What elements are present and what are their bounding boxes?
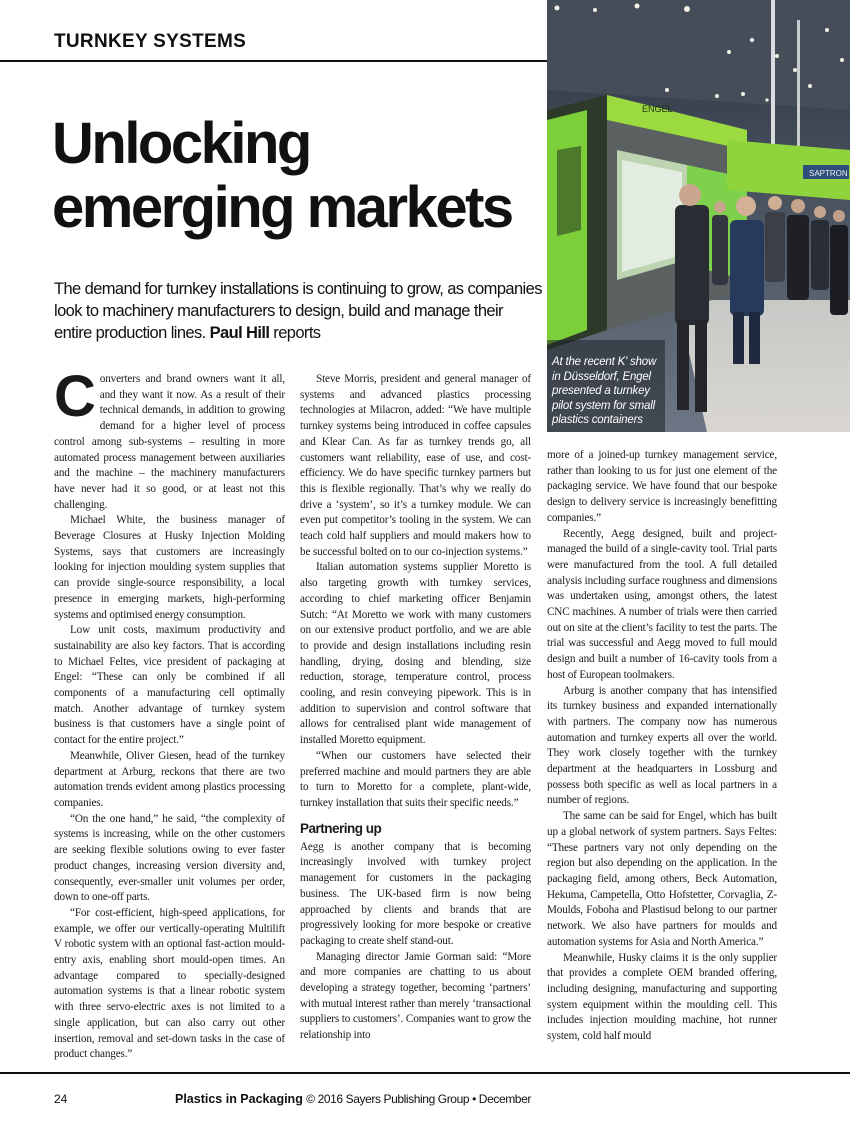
lead-paragraph xyxy=(54,364,285,513)
body-paragraph: Recently, Aegg designed, built and project-managed the build of a single-cavity tool. Trial parts were manufactured from the tool. A full detailed analysis including surface roughness and dimensions was undertaken using, amongst others, the latest CNC machines. A number of trials were then carried out on site at the client’s facility to test the parts. The trial was successful and Aegg moved to full mould design and built a number of 16-cavity tools from a host of European toolmakers. xyxy=(547,527,777,681)
body-paragraph: The same can be said for Engel, which has built up a global network of system partners. Says Feltes: “These partners vary not only depending on the region but also depending on the application. In the packaging field, among others, Beck Automation, Hekuma, Campetella, Otto Hofstetter, Corvaglia, Z-Moulds, Foboha and Plastisud belong to our partner network. We also have partners for moulds and automation systems for Asia and North America.” xyxy=(547,810,777,948)
headline-line-1: Unlocking xyxy=(52,111,310,176)
bottom-rule xyxy=(0,1072,850,1074)
body-paragraph: Aegg is another company that is becoming increasingly involved with turnkey project management for customers in the packaging business. The UK-based firm is now being approached by clients and brands that are progressively looking for more bespoke or creative packaging to create shelf stand-out. xyxy=(300,840,531,947)
body-paragraph: Italian automation systems supplier Moretto is also targeting growth with turnkey services, according to chief marketing officer Benjamin Sutch: “At Moretto we work with many customers on our extensive product portfolio, and we are able to provide and design installations including resin handling, drying, dosing and blending, size reduction, storage, temperature control, process cooling, and resin conveying pipework. This is in addition to supervision and control software that allows for centralised plant wide management of installed Moretto equipment. xyxy=(300,561,531,747)
body-paragraph: more of a joined-up turnkey management service, rather than looking to us for just one element of the packaging service. We have found that our bespoke design to delivery service is increasingly benefitting companies.” xyxy=(547,449,777,524)
standfirst-text: The demand for turnkey installations is continuing to grow, as companies look to machinery manufacturers to design, build and manage their entire production lines. xyxy=(54,280,542,342)
booth-sign-engel: ENGEL xyxy=(642,104,673,114)
body-paragraph: Managing director Jamie Gorman said: “More and more companies are chatting to us about developing a strategy together, becoming ‘partners’ with mutual interest rather than merely ‘transactional suppliers to customers’. Companies want to grow the relationship into xyxy=(300,950,531,1042)
publication-line xyxy=(175,1092,531,1106)
body-paragraph: Arburg is another company that has intensified its turnkey business and expanded internationally with partners. The company now has numerous automation and turnkey experts all over the world. They work closely together with the turnkey department at the headquarters in Lossburg and possess both specific as well as local partners in a number of regions. xyxy=(547,684,777,807)
body-paragraph: Steve Morris, president and general manager of systems and advanced plastics processing technologies at Milacron, added: “We have multiple turnkey systems being introduced in coffee capsules and Klear Can. As far as turnkey trends go, all customers want reliability, ease of use, and cost-efficiency. We do have specific turnkey partners but this is flexible regionally. That’s why we really do drive a ‘system’, so it’s a turnkey module. We can even put competitor’s tooling in the system. We can teach cold half suppliers and mould makers how to be successful bolted on to our co-injection systems.” xyxy=(300,373,531,558)
booth-sign-saptron: SAPTRON xyxy=(809,169,848,178)
lead-paragraph-text: onverters and brand owners want it all, and they want it now. As a result of their technical demands, in addition to growing demand for a higher level of process control among sub-systems – resulting in more automated process management between auxiliaries and the machine – the machinery manufacturers have never had it so good, or at least not this challenging. xyxy=(54,373,285,511)
drop-cap: C xyxy=(54,364,96,429)
body-paragraph: “On the one hand,” he said, “the complexity of systems is increasing, while on the other customers are seeking flexible solutions owing to ever faster product changes, increasing version diversity and, consequently, ever-smaller unit volumes per order, down to one-off parts. xyxy=(54,812,285,904)
body-paragraph: “When our customers have selected their preferred machine and mould partners they are able to turn to Moretto for a complete, plant-wide, turnkey installation that suits their specific needs.” xyxy=(300,749,531,809)
body-paragraph: Meanwhile, Oliver Giesen, head of the turnkey department at Arburg, reckons that there are two automation trends evident among plastics processing companies. xyxy=(54,749,285,809)
subheading: Partnering up xyxy=(300,820,382,836)
publication-name: Plastics in Packaging xyxy=(175,1092,303,1106)
article-column-3 xyxy=(547,448,777,1045)
body-paragraph: “For cost-efficient, high-speed applications, for example, we offer our vertically-operating Multilift V robotic system with an optional fast-action mould-entry axis, enabling short mould-open times. An advantage compared to specially-designed automation systems is that a linear robotic system with three servo-electric axes is not limited to a single application, but can also carry out other insertion, removal and set-down tasks in the case of product changes.” xyxy=(54,906,285,1061)
photo-caption: At the recent K' show in Düsseldorf, Engel presented a turnkey pilot system for small plastics containers xyxy=(552,356,657,426)
article-column-2 xyxy=(300,372,531,1044)
author-reports: reports xyxy=(273,324,321,342)
body-paragraph: Low unit costs, maximum productivity and sustainability are also key factors. That is according to Michael Feltes, vice president of packaging at Engel: “These can only be combined if all components of a manufacturing cell optimally match. Another advantage of turnkey system business is that customers have a single point of contact for the entire project.” xyxy=(54,624,285,747)
article-column-1 xyxy=(54,364,285,1063)
body-paragraph: Meanwhile, Husky claims it is the only supplier that provides a complete OEM branded offering, including designing, manufacturing and supporting system equipment within the moulding cell. This includes injection moulding machine, hot runner system, cold half mould xyxy=(547,951,777,1043)
copyright-notice: © 2016 Sayers Publishing Group • December xyxy=(306,1092,531,1106)
top-rule xyxy=(0,60,547,62)
headline-line-2: emerging markets xyxy=(52,175,512,240)
page-footer xyxy=(54,1092,531,1106)
body-paragraph: Michael White, the business manager of Beverage Closures at Husky Injection Molding Systems, says that customers are increasingly looking for injection moulding system supplies that can provide single-source responsibility, a local presence in emerging markets, high-performing systems and optimised energy consumption. xyxy=(54,514,285,621)
author-name: Paul Hill xyxy=(209,324,270,342)
page-number: 24 xyxy=(54,1092,68,1106)
headline xyxy=(52,112,532,240)
section-label: TURNKEY SYSTEMS xyxy=(54,31,247,52)
standfirst xyxy=(54,278,544,344)
